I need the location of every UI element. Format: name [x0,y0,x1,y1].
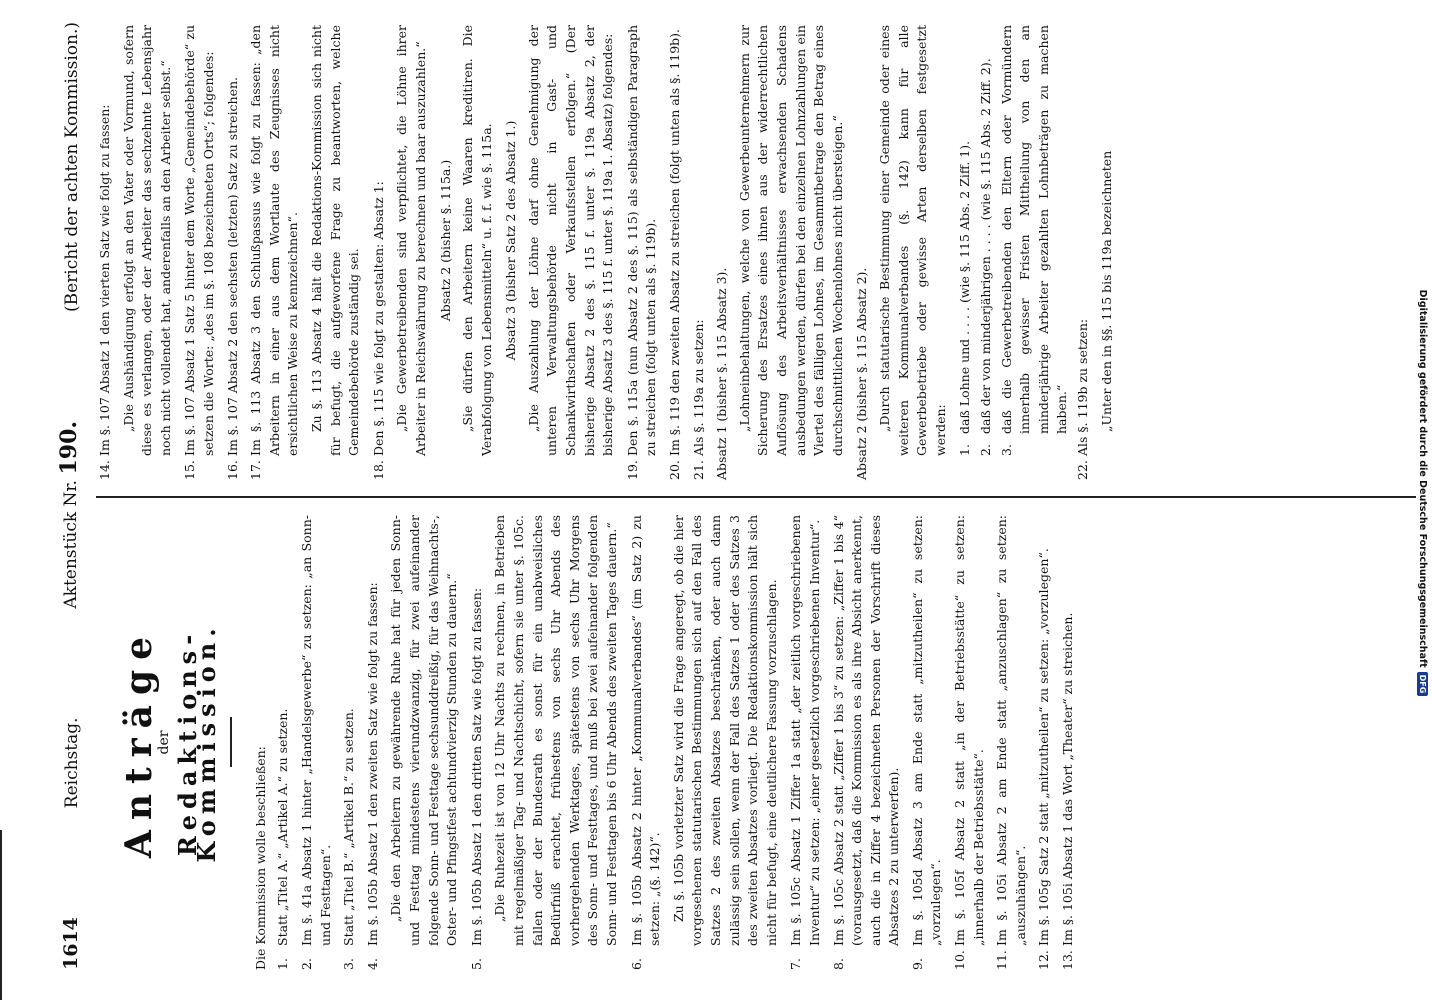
item-text: Im §. 105f Absatz 2 statt „in der Betriebsstätte“ zu setzen: „innerhalb der Betriebsstätte“. [952,515,986,946]
item-paragraph: „Durch statutarische Bestimmung einer Gemeinde oder eines weiteren Kommunalverbandes (§. 142) kann für alle Gewerbebetriebe oder gewisse Arten derselben festgesetzt werden: [876,25,948,456]
list-item [224,25,243,480]
sub-item-number: 2. [977,444,993,456]
list-item [364,515,383,970]
list-item [468,515,487,970]
item-number: 3. [341,958,357,970]
running-header [52,22,82,970]
item-number: 4. [364,958,380,970]
subsection-label: Absatz 1 (bisher §. 115 Absatz 3). [714,267,730,480]
subsection-heading: Absatz 3 (bisher Satz 2 des Absatz 1.) [503,120,519,361]
list-item [830,515,904,970]
item-paragraph: „Die Auszahlung der Löhne darf ohne Genehmigung der unteren Verwaltungsbehörde nicht in Gast- und Schankwirthschaften oder Verkaufsstellen erfolgen.“ (Der bisherige Absatz 2 des §. 115 f. unter §. 119a Absatz 2, der bisherige Absatz 3 des §. 115 f. unter §. 119a 1. Absatz) folgendes: [525,25,616,456]
item-text: Als §. 119b zu setzen: [1074,318,1090,456]
item-text: Im §. 107 Absatz 1 Satz 5 hinter dem Worte „Gemeindebehörde“ zu setzen die Worte: „des im §. 108 bezeichneten Orts“; folgendes: [182,25,216,456]
item-number: 18. [370,460,386,480]
page-number: 1614 [60,917,82,970]
item-number: 22. [1074,460,1090,480]
subsection-heading: Absatz 2 (bisher §. 115a.) [437,159,453,322]
item-quote: „Unter den in §§. 115 bis 119a bezeichneten [1098,150,1114,432]
item-quote: „Die Gewerbetreibenden sind verpflichtet, die Löhne ihrer Arbeiter in Reichswährung zu berechnen und baar auszuzahlen.“ [394,25,428,456]
item-quote: „Die Ruhezeit ist von 12 Uhr Nachts zu rechnen, in Betrieben mit regelmäßiger Tag- und Nachtschicht, sofern sie unter §. 105c. fallen oder der Bundesrath es sonst für ein unabweisliches Bedürfniß erachtet, frühestens von sechs Uhr Abends des vorhergehenden Werktages, spätestens von sechs Uhr Morgens des Sonn- und Festtages, und muß bei zwei aufeinander folgenden Sonn- und Festtagen bis 6 Uhr Abends des zweiten Tages dauern.“ [492,515,619,946]
item-text: Im §. 107 Absatz 2 den sechsten (letzten) Satz zu streichen. [224,76,240,456]
subsection-label: Absatz 2 (bisher §. 115 Absatz 2). [854,267,870,480]
item-number: 16. [224,460,240,480]
digitization-stamp [1416,8,1430,978]
list-item [1074,25,1093,480]
item-number: 19. [624,460,640,480]
list-item [993,515,1030,970]
sub-list-item [956,25,975,456]
item-number: 8. [830,958,846,970]
item-number: 5. [468,958,484,970]
item-text: Im §. 107 Absatz 1 den vierten Satz wie folgt zu fassen: [97,104,112,456]
sub-list-item [998,25,1072,456]
sub-item-text: daß Lohne und . . . . (wie §. 115 Abs. 2 Ziff. 1). [957,140,973,434]
list-item [690,25,709,480]
list-item [624,25,661,480]
intro-text: Die Kommission wolle beschließen: [252,746,268,970]
item-number: 21. [690,460,706,480]
list-item [951,515,988,970]
item-number: 12. [1036,950,1052,970]
right-column [96,25,1372,480]
item-text: Im §. 113 Absatz 3 den Schlußpassus wie folgt zu fassen: „den Arbeitern in einer aus dem Wortlaute des Zeugnisses nicht ersichtlichen Weise zu kennzeichnen“. [248,25,301,456]
item-paragraph: „Lohneinbehaltungen, welche von Gewerbeunternehmern zur Sicherung des Ersatzes eines ihnen aus der widerrechtlichen Auflösung des Arbeitsverhältnisses erwachsenden Schadens ausbedungen werden, dürfen bei den einzelnen Lohnzahlungen ein Viertel des fälligen Lohnes, im Gesammtbetrage den Betrag eines durchschnittlichen Wochenlohnes nicht übersteigen.“ [736,25,845,456]
item-number: 13. [1060,950,1076,970]
item-number: 6. [628,958,644,970]
list-item [1059,515,1078,970]
item-text: Im §. 105b Absatz 2 hinter „Kommunalverbandes“ (im Satz 2) zu setzen: „(§. 142)“. [628,515,663,946]
item-text: Im §. 105g Satz 2 statt „mitzutheilen“ zu setzen: „vorzulegen“. [1036,548,1052,946]
sub-item-number: 1. [957,444,973,456]
item-text: Im §. 41a Absatz 1 hinter „Handelsgewerbe“ zu setzen: „an Sonn- und Festtagen“. [299,515,333,946]
list-item [274,515,293,970]
sub-list-item [977,25,996,456]
item-text: Den §. 115 wie folgt zu gestalten: Absatz 1: [370,181,386,456]
item-number: 14. [97,460,112,480]
list-item [181,25,218,480]
list-item [787,515,824,970]
document-title-der: der [155,730,172,755]
item-quote: „Die Aushändigung erfolgt an den Vater oder Vormund, sofern diese es verlangen, oder der Arbeiter das sechzehnte Lebensjahr noch nicht vollendet hat, anderenfalls an den Arbeiter selbst.“ [120,25,173,456]
list-item [666,25,685,480]
item-number: 20. [667,460,683,480]
item-paragraph: „Sie dürfen den Arbeitern keine Waaren kreditiren. Die Verabfolgung von Lebensmitteln“ u. f. f. wie §. 115a. [460,25,494,456]
item-number: 1. [275,958,291,970]
header-center-number: 190. [56,420,82,475]
item-number: 7. [788,958,804,970]
item-text: Im §. 105d Absatz 3 am Ende statt „mitzutheilen“ zu setzen: „vorzulegen“. [909,515,944,946]
item-text: Statt „Titel B.“ „Artikel B.“ zu setzen. [341,708,357,946]
item-text: Im §. 105b Absatz 1 den dritten Satz wie folgt zu fassen: [468,587,484,946]
list-item [340,515,359,970]
digitization-credit: Digitalisierung gefördert durch die Deutsche Forschungsgemeinschaft [1417,289,1429,668]
header-center [56,421,82,609]
item-text: Im §. 105i Absatz 2 am Ende statt „anzuschlagen“ zu setzen: „auszuhängen“. [994,515,1028,946]
document-title: Anträge [118,626,160,859]
item-text: Statt „Titel A.“ „Artikel A.“ zu setzen. [275,708,291,946]
header-center-label: Aktenstück Nr. [61,479,81,609]
list-item [298,515,335,970]
item-text: Im §. 105c Absatz 1 Ziffer 1a statt „der zeitlich vorgeschriebenen Inventur“ zu setzen: „einer gesetzlich vorgeschriebenen Inventur“. [788,515,822,946]
sub-item-text: daß der von minderjährigen . . . . (wie §. 115 Abs. 2 Ziff. 2). [977,58,993,434]
document-subtitle: Redaktions-Kommission. [173,622,221,863]
item-text: Im §. 105i Absatz 1 das Wort „Theater“ zu streichen. [1060,612,1076,946]
item-number: 17. [248,460,264,480]
list-item [909,515,946,970]
item-text: Im §. 119 den zweiten Absatz zu streichen (folgt unten als §. 119b). [667,28,683,456]
item-text: Im §. 105b Absatz 1 den zweiten Satz wie folgt zu fassen: [364,582,380,946]
item-number: 11. [994,950,1010,970]
item-text: Im §. 105c Absatz 2 statt „Ziffer 1 bis 3“ zu setzen: „Ziffer 1 bis 4“ (vorausgesetzt, daß die Kommission es als ihre Absicht anerkennt, auch die in Ziffer 4 bezeichneten Personen der Vorschrift dieses Absatzes 2 zu unterwerfen). [830,515,902,946]
sub-item-number: 3. [998,444,1014,456]
item-quote: Zu §. 105b vorletzter Satz wird die Frage angeregt, ob die hier vorgesehenen statutarischen Bestimmungen sich auf den Fall des Satzes 2 des zweiten Absatzes beschränken, oder auch dann zulässig sein sollen, wenn der Fall des Satzes 1 oder des Satzes 3 des zweiten Absatzes vorliegt. Die Redaktionskommission hält sich nicht für befugt, eine deutlichere Fassung vorzuschlagen. [670,515,779,946]
list-item [370,25,389,480]
list-item [96,25,115,480]
sub-item-text: daß die Gewerbetreibenden den Eltern oder Vormündern innerhalb gewisser Fristen Mittheilung von den an minderjährige Arbeiter gezahlten Lohnbeträgen zu machen haben.“ [998,25,1070,434]
item-quote: Zu §. 113 Absatz 4 hält die Redaktions-Kommission sich nicht für befugt, die aufgeworfene Frage zu beantworten, welche Gemeindebehörde zuständig sei. [308,25,362,456]
item-text: Als §. 119a zu setzen: [690,319,706,456]
dfg-logo: DFG [1418,672,1429,697]
header-left: Reichstag. [62,717,82,809]
item-number: 10. [952,950,968,970]
list-item [628,515,665,970]
left-column [96,515,1372,970]
item-quote: „Die den Arbeitern zu gewährende Ruhe hat für jeden Sonn- und Festtag mindestens vierundzwanzig, für zwei aufeinander folgende Sonn- und Festtage sechsunddreißig, für das Weihnachts-, Oster- und Pfingstfest achtundvierzig Stunden zu dauern.“ [388,515,460,946]
scan-edge-line [0,830,2,1000]
item-number: 2. [299,958,315,970]
column-divider [96,497,1416,499]
list-item [1035,515,1054,970]
list-item [247,25,303,480]
title-rule [230,718,232,768]
item-number: 9. [909,958,925,970]
item-number: 15. [182,460,198,480]
item-text: Den §. 115a (nun Absatz 2 des §. 115) als selbständigen Paragraph zu streichen (folgt unten als §. 119b). [624,25,659,456]
header-right: (Bericht der achten Kommission.) [62,22,82,313]
